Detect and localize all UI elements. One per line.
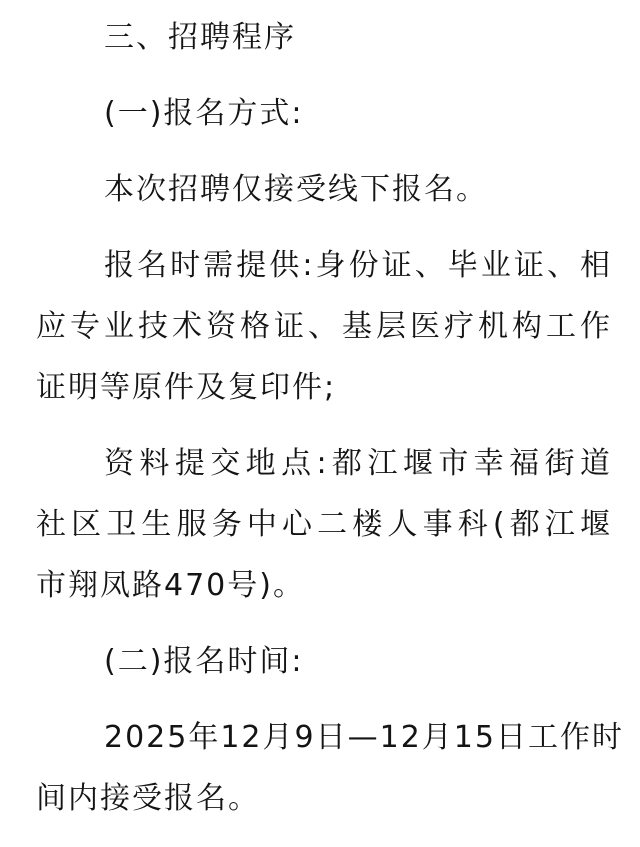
paragraph-offline-registration: 本次招聘仅接受线下报名。	[104, 172, 488, 207]
paragraph-required-documents-line-1: 报名时需提供:身份证、毕业证、相	[104, 248, 612, 283]
subsection-heading-registration-time: (二)报名时间:	[104, 644, 304, 679]
paragraph-submission-location-line-1: 资料提交地点:都江堰市幸福街道	[104, 446, 612, 481]
paragraph-required-documents-line-3: 证明等原件及复印件;	[36, 370, 337, 405]
paragraph-submission-location-line-2: 社区卫生服务中心二楼人事科(都江堰	[36, 507, 612, 542]
paragraph-registration-period-line-2: 间内接受报名。	[36, 781, 260, 816]
paragraph-submission-location-line-3: 市翔凤路470号)。	[36, 568, 305, 603]
paragraph-registration-period-line-1: 2025年12月9日—12月15日工作时	[104, 720, 624, 755]
paragraph-required-documents-line-2: 应专业技术资格证、基层医疗机构工作	[36, 309, 612, 344]
subsection-heading-registration-method: (一)报名方式:	[104, 96, 304, 131]
section-heading: 三、招聘程序	[104, 20, 296, 55]
